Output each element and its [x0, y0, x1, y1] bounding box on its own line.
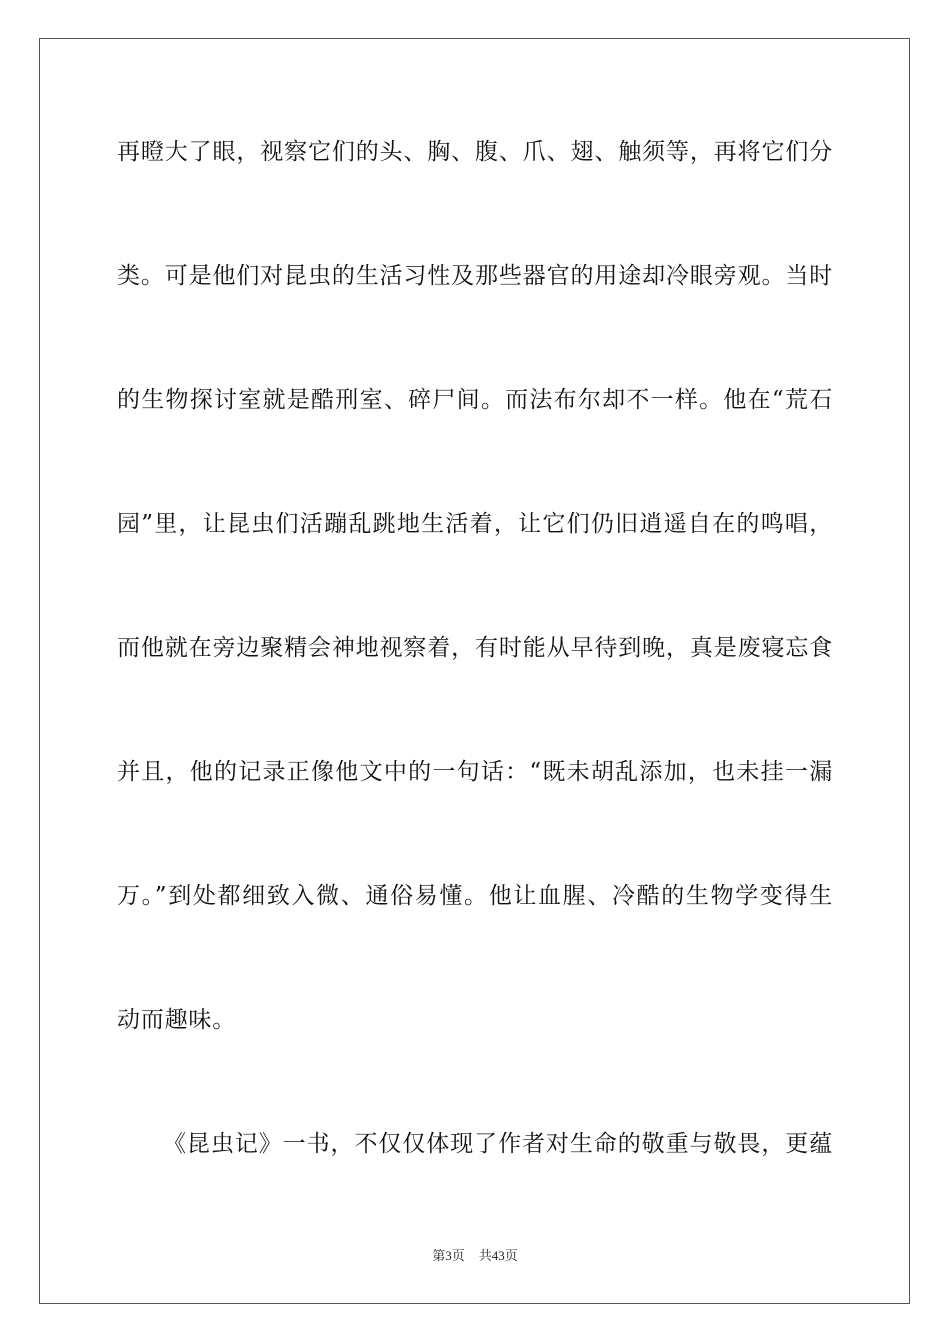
paragraph-line-1: 再瞪大了眼，视察它们的头、胸、腹、爪、翅、触须等，再将它们分 — [117, 139, 833, 165]
page-footer — [0, 1247, 950, 1265]
paragraph-line-7: 万。”到处都细致入微、通俗易懂。他让血腥、冷酷的生物学变得生 — [117, 883, 833, 909]
paragraph-line-9: 《昆虫记》一书，不仅仅体现了作者对生命的敬重与敬畏，更蕴 — [163, 1131, 833, 1157]
paragraph-line-8: 动而趣味。 — [117, 1007, 236, 1033]
paragraph-line-2: 类。可是他们对昆虫的生活习性及那些器官的用途却冷眼旁观。当时 — [117, 263, 833, 289]
paragraph-line-3: 的生物探讨室就是酷刑室、碎尸间。而法布尔却不一样。他在“荒石 — [117, 387, 833, 413]
paragraph-line-4: 园”里，让昆虫们活蹦乱跳地生活着，让它们仍旧逍遥自在的鸣唱， — [117, 511, 833, 537]
page-border — [39, 38, 910, 1304]
total-pages: 共43页 — [478, 1248, 518, 1263]
paragraph-line-6: 并且，他的记录正像他文中的一句话：“既未胡乱添加，也未挂一漏 — [117, 759, 833, 785]
page-number: 第3页 — [432, 1248, 465, 1263]
paragraph-line-5: 而他就在旁边聚精会神地视察着，有时能从早待到晚，真是废寝忘食 — [117, 635, 833, 661]
